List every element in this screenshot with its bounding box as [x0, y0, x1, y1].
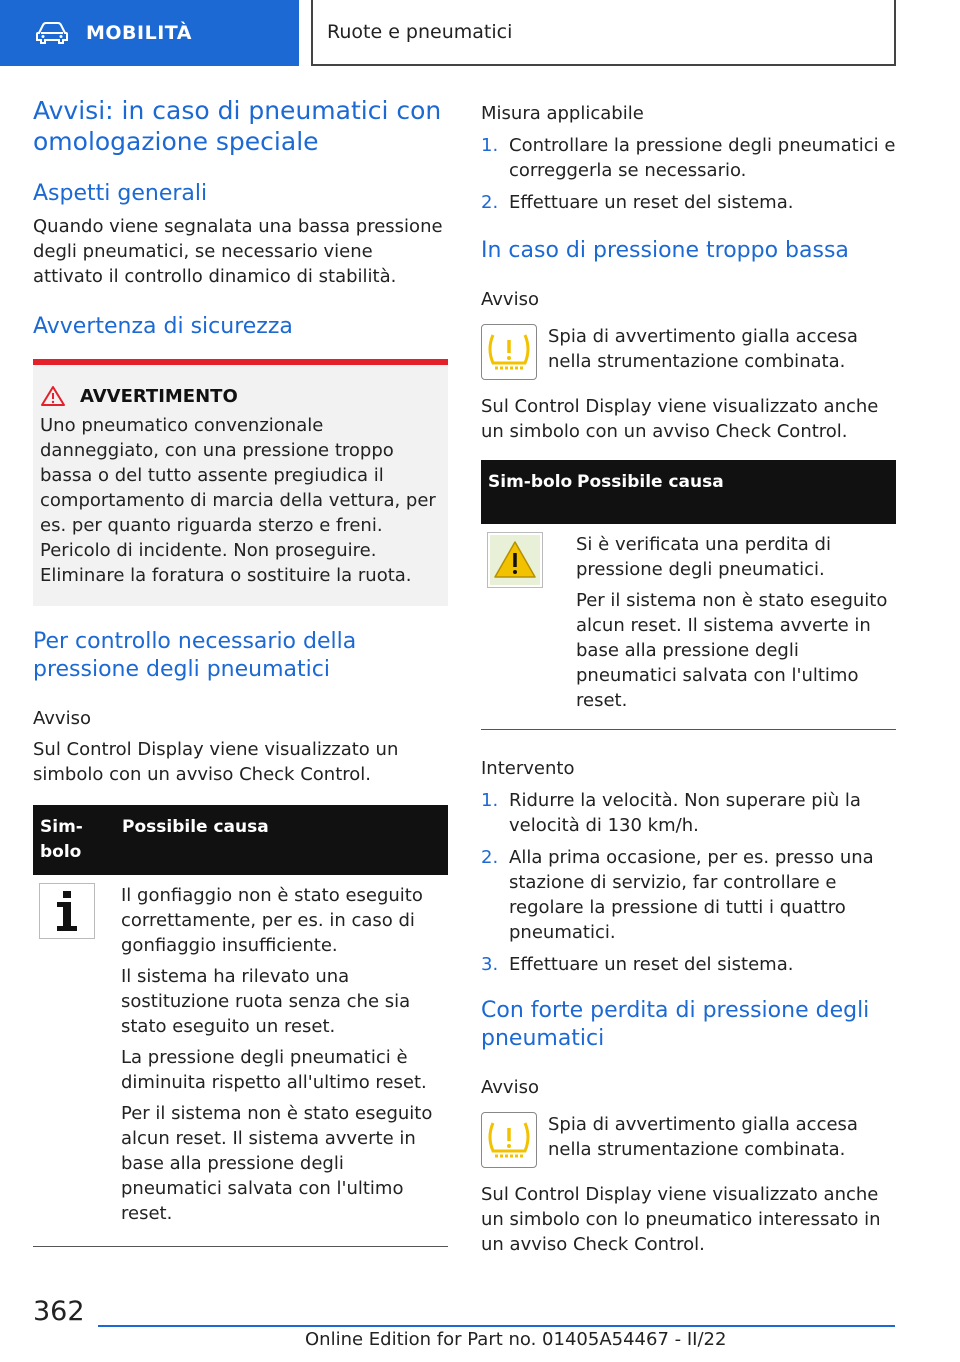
list-item: 2. Effettuare un reset del sistema.	[481, 192, 794, 213]
left-column	[33, 95, 448, 1247]
list-item: 1. Controllare la pressione degli pneumatici e correggerla se necessario.	[481, 135, 896, 181]
page-number: 362	[33, 1296, 85, 1327]
info-i-icon	[39, 883, 95, 939]
chapter-title: Ruote e pneumatici	[327, 21, 513, 43]
strong-lamp-row	[481, 1112, 896, 1168]
measure-steps	[481, 133, 896, 215]
strong-loss-heading: Con forte perdita di pressione degli pneumatici	[481, 998, 870, 1051]
column-header-symbol: Sim-bolo	[488, 472, 573, 492]
list-item: 3. Effettuare un reset del sistema.	[481, 954, 794, 975]
low-lamp-text: Spia di avvertimento gialla accesa nella strumentazione combinata.	[548, 326, 858, 372]
edition-text: Online Edition for Part no. 01405A54467 - II/22	[305, 1329, 727, 1350]
low-lamp-row	[481, 324, 896, 380]
low-display-text: Sul Control Display viene visualizzato anche un simbolo con un avviso Check Control.	[481, 396, 879, 442]
action-label: Intervento	[481, 758, 575, 779]
cause-text: Il gonfiaggio non è stato eseguito correttamente, per es. in caso di gonfiaggio insufficiente.	[121, 885, 423, 956]
table-row	[481, 524, 896, 730]
warning-text: Uno pneumatico convenzionale danneggiato, con una pressione troppo bassa o del tutto assente pregiudica il comportamento di marcia della vettura, per es. per quanto riguarda sterzo e freni. Pericolo di incidente. Non proseguire. Eliminare la foratura o sostituire la ruota.	[40, 415, 436, 586]
tire-pressure-warning-icon	[481, 324, 537, 380]
notice-text: Sul Control Display viene visualizzato un simbolo con un avviso Check Control.	[33, 739, 399, 785]
table-header	[33, 805, 448, 875]
warning-box	[33, 359, 448, 606]
column-header-cause: Possibile causa	[577, 472, 724, 492]
footer-divider	[98, 1325, 895, 1327]
column-header-symbol: Sim-bolo	[40, 817, 83, 862]
list-item: 1. Ridurre la velocità. Non superare più la velocità di 130 km/h.	[481, 790, 861, 836]
table-header	[481, 460, 896, 524]
cause-text: Il sistema ha rilevato una sostituzione ruota senza che sia stato eseguito un reset.	[121, 966, 411, 1037]
general-heading: Aspetti generali	[33, 181, 208, 206]
list-item: 2. Alla prima occasione, per es. presso una stazione di servizio, far controllare e regolare la pressione di tutti i quattro pneumatici.	[481, 847, 874, 943]
warning-triangle-icon	[487, 532, 543, 588]
cause-text: La pressione degli pneumatici è diminuita rispetto all'ultimo reset.	[121, 1047, 427, 1093]
section-label: MOBILITÀ	[86, 22, 192, 44]
check-heading: Per controllo necessario della pressione degli pneumatici	[33, 629, 357, 682]
cause-text: Si è verificata una perdita di pressione degli pneumatici.	[576, 534, 831, 580]
low-pressure-heading: In caso di pressione troppo bassa	[481, 238, 849, 263]
cause-text: Per il sistema non è stato eseguito alcun reset. Il sistema avverte in base alla pressione degli pneumatici salvata con l'ultimo reset.	[121, 1103, 433, 1224]
safety-heading: Avvertenza di sicurezza	[33, 314, 293, 339]
measure-label: Misura applicabile	[481, 103, 644, 124]
table-row	[33, 875, 448, 1247]
notice-label: Avviso	[33, 708, 91, 729]
symbol-table	[481, 460, 896, 730]
tire-pressure-warning-icon	[481, 1112, 537, 1168]
strong-lamp-text: Spia di avvertimento gialla accesa nella strumentazione combinata.	[548, 1114, 858, 1160]
strong-notice-label: Avviso	[481, 1077, 539, 1098]
column-header-cause: Possibile causa	[122, 817, 269, 837]
low-notice-label: Avviso	[481, 289, 539, 310]
car-icon	[36, 22, 68, 44]
page-title: Avvisi: in caso di pneumatici con omologazione speciale	[33, 96, 442, 156]
general-text: Quando viene segnalata una bassa pressione degli pneumatici, se necessario viene attivato il controllo dinamico di stabilità.	[33, 216, 443, 287]
action-steps	[481, 788, 896, 977]
strong-display-text: Sul Control Display viene visualizzato anche un simbolo con lo pneumatico interessato in un avviso Check Control.	[481, 1184, 881, 1255]
section-tab[interactable]	[0, 0, 299, 66]
warning-title: AVVERTIMENTO	[80, 385, 238, 407]
cause-text: Per il sistema non è stato eseguito alcun reset. Il sistema avverte in base alla pressione degli pneumatici salvata con l'ultimo reset.	[576, 590, 888, 711]
chapter-header	[311, 0, 896, 66]
right-column	[481, 95, 896, 1257]
warning-triangle-icon	[40, 385, 66, 407]
symbol-table	[33, 805, 448, 1247]
